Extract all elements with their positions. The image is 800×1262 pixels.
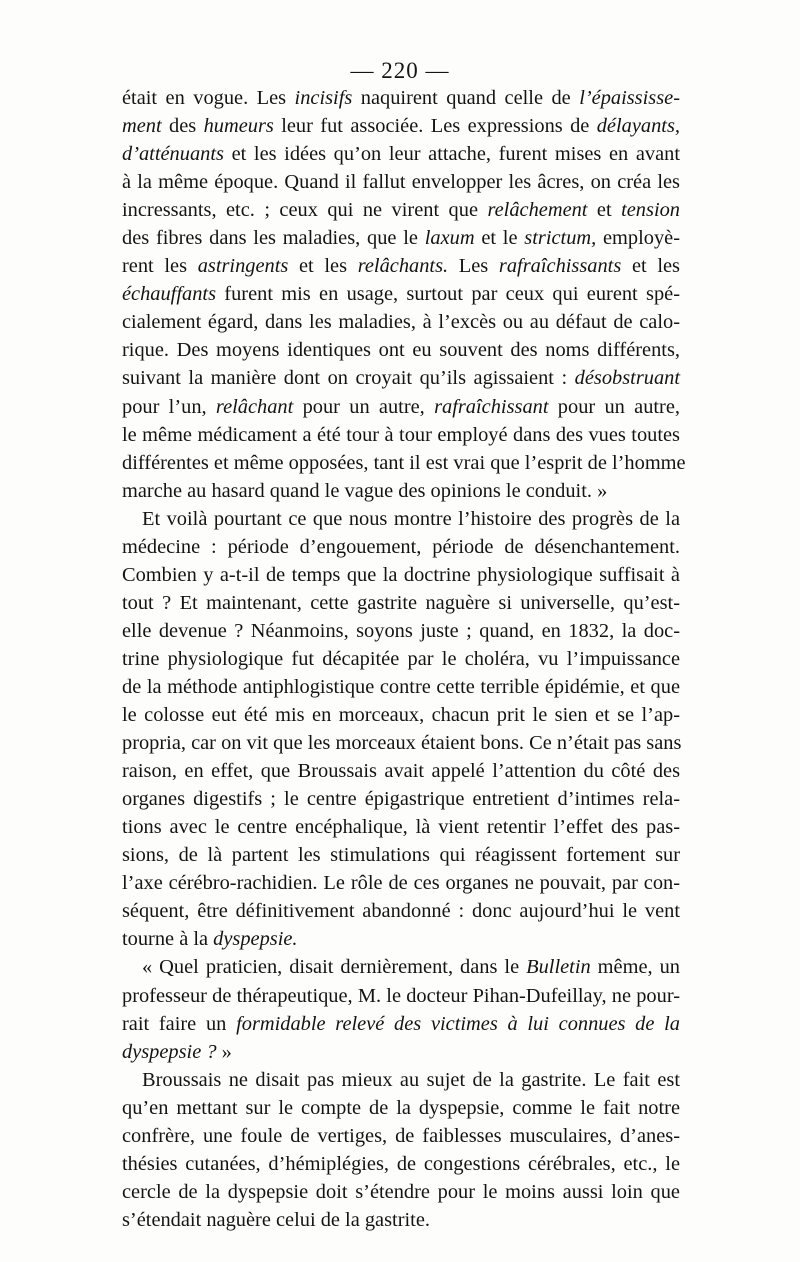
text-run: et les <box>621 255 680 278</box>
text-line <box>122 561 680 589</box>
text-run: qu’en mettant sur le compte de la dyspepsie, comme le fait notre <box>122 1096 680 1119</box>
text-run: rent les <box>122 255 198 278</box>
italic-term: désobstruant <box>574 367 680 390</box>
text-line <box>122 841 680 869</box>
text-run: le colosse eut été mis en morceaux, chacun prit le sien et se l’ap- <box>122 704 680 727</box>
text-line <box>122 729 680 757</box>
text-line <box>122 449 686 477</box>
page-number: — 220 — <box>350 58 450 83</box>
text-line <box>122 757 680 785</box>
text-run: confrère, une foule de vertiges, de faiblesses musculaires, d’anes- <box>122 1124 680 1147</box>
text-run: Les <box>448 255 499 278</box>
text-run: et le <box>474 227 525 250</box>
text-run: cercle de la dyspepsie doit s’étendre pour le moins aussi loin que <box>122 1180 680 1203</box>
text-run: professeur de thérapeutique, M. le docteur Pihan-Dufeillay, ne pour- <box>122 984 680 1007</box>
italic-term: strictum, <box>524 227 597 250</box>
text-run: de la méthode antiphlogistique contre cette terrible épidémie, et que <box>122 675 680 698</box>
text-run: tions avec le centre encéphalique, là vient retentir l’effet des pas- <box>122 816 680 839</box>
italic-term: tension <box>621 199 680 222</box>
text-run: le même médicament a été tour à tour employé dans des vues toutes <box>122 423 680 446</box>
text-line <box>122 1206 680 1234</box>
text-line <box>122 477 680 505</box>
italic-term: rafraîchissant <box>434 395 549 418</box>
italic-term: dyspepsie. <box>213 928 298 951</box>
text-run: incressants, etc. ; ceux qui ne virent que <box>122 199 488 222</box>
text-run: tout ? Et maintenant, cette gastrite naguère si universelle, qu’est- <box>122 591 680 614</box>
text-run: cialement égard, dans les maladies, à l’excès ou au défaut de calo- <box>122 311 680 334</box>
text-line <box>122 421 680 449</box>
text-line <box>122 617 680 645</box>
body-text <box>122 84 686 1234</box>
text-line <box>122 589 680 617</box>
text-line <box>122 140 680 168</box>
italic-term: astringents <box>197 255 289 278</box>
text-run: organes digestifs ; le centre épigastrique entretient d’intimes rela- <box>122 788 680 811</box>
text-run: et <box>587 199 622 222</box>
text-line <box>122 953 680 981</box>
italic-term: relâchants. <box>357 255 449 278</box>
text-line <box>122 252 680 280</box>
text-line <box>122 112 680 140</box>
text-run: et les <box>288 255 358 278</box>
text-run: « Quel praticien, disait dernièrement, dans le <box>142 956 527 979</box>
text-line <box>122 168 680 196</box>
italic-term: relâchement <box>487 199 588 222</box>
italic-term: relâchant <box>215 395 294 418</box>
text-run: séquent, être définitivement abandonné : donc aujourd’hui le vent <box>122 900 680 923</box>
text-line <box>122 813 680 841</box>
text-line <box>122 1010 680 1038</box>
italic-term: d’atténuants <box>122 143 224 166</box>
text-line <box>122 393 680 421</box>
italic-term: laxum <box>424 227 475 250</box>
text-line <box>122 869 680 897</box>
text-line <box>122 1094 680 1122</box>
text-run: elle devenue ? Néanmoins, soyons juste ; quand, en 1832, la doc- <box>122 619 680 642</box>
italic-term: formidable relevé des victimes à lui connues de la <box>236 1012 681 1035</box>
italic-term: dyspepsie ? <box>122 1040 217 1063</box>
text-line <box>122 308 680 336</box>
text-line <box>122 701 680 729</box>
text-run: » <box>216 1040 232 1063</box>
text-run: s’étendait naguère celui de la gastrite. <box>122 1208 430 1231</box>
text-run: Broussais ne disait pas mieux au sujet de la gastrite. Le fait est <box>142 1068 680 1091</box>
italic-term: ment <box>122 115 162 138</box>
text-line <box>122 925 680 953</box>
text-run: sions, de là partent les stimulations qui réagissent fortement sur <box>122 844 680 867</box>
italic-term: l’épaississe- <box>579 87 680 109</box>
text-run: des <box>161 115 204 138</box>
text-run: pour l’un, <box>122 395 216 418</box>
text-run: différentes et même opposées, tant il est vrai que l’esprit de l’homme <box>122 451 686 474</box>
text-run: employè- <box>596 227 681 250</box>
text-run: trine physiologique fut décapitée par le choléra, vu l’impuissance <box>122 647 680 670</box>
text-run: même, un <box>590 956 680 979</box>
text-run: tourne à la <box>122 928 214 951</box>
text-run: naquirent quand celle de <box>352 87 580 109</box>
italic-term: délayants, <box>596 115 680 138</box>
text-line <box>122 897 680 925</box>
text-run: thésies cutanées, d’hémiplégies, de congestions cérébrales, etc., le <box>122 1152 680 1175</box>
italic-term: Bulletin <box>526 956 591 979</box>
text-run: et les idées qu’on leur attache, furent mises en avant <box>223 143 680 166</box>
text-run: marche au hasard quand le vague des opinions le conduit. » <box>122 479 608 502</box>
italic-term: échauffants <box>122 283 217 306</box>
italic-term: humeurs <box>203 115 274 138</box>
text-line <box>122 1066 680 1094</box>
text-line <box>122 336 680 364</box>
text-run: propria, car on vit que les morceaux étaient bons. Ce n’était pas sans <box>122 732 682 755</box>
text-line <box>122 1122 680 1150</box>
text-line <box>122 982 680 1010</box>
text-run: leur fut associée. Les expressions de <box>273 115 597 138</box>
text-run: des fibres dans les maladies, que le <box>122 227 425 250</box>
text-line <box>122 673 680 701</box>
text-line <box>122 533 680 561</box>
text-line <box>122 1178 680 1206</box>
text-line <box>122 1038 680 1066</box>
text-run: raison, en effet, que Broussais avait appelé l’attention du côté des <box>122 760 680 783</box>
italic-term: rafraîchissants <box>498 255 622 278</box>
text-run: était en vogue. Les <box>122 87 295 109</box>
text-run: furent mis en usage, surtout par ceux qui eurent spé- <box>216 283 680 306</box>
text-run: rait faire un <box>122 1012 237 1035</box>
text-line <box>122 280 680 308</box>
text-line <box>122 1150 680 1178</box>
text-run: Et voilà pourtant ce que nous montre l’histoire des progrès de la <box>142 507 680 530</box>
text-run: Combien y a-t-il de temps que la doctrine physiologique suffisait à <box>122 563 680 586</box>
text-line <box>122 224 680 252</box>
text-run: pour un autre, <box>548 395 680 418</box>
text-run: médecine : période d’engouement, période de désenchantement. <box>122 535 680 558</box>
text-line <box>122 785 680 813</box>
text-run: à la même époque. Quand il fallut envelopper les âcres, on créa les <box>122 171 680 194</box>
text-line <box>122 196 680 224</box>
text-line <box>122 364 680 392</box>
text-run: pour un autre, <box>293 395 435 418</box>
text-run: l’axe cérébro-rachidien. Le rôle de ces organes ne pouvait, par con- <box>122 872 680 895</box>
text-run: suivant la manière dont on croyait qu’ils agissaient : <box>122 367 575 390</box>
italic-term: incisifs <box>294 87 353 109</box>
text-line <box>122 645 680 673</box>
text-line <box>122 505 680 533</box>
text-run: rique. Des moyens identiques ont eu souvent des noms différents, <box>122 339 680 362</box>
text-line <box>122 84 680 112</box>
